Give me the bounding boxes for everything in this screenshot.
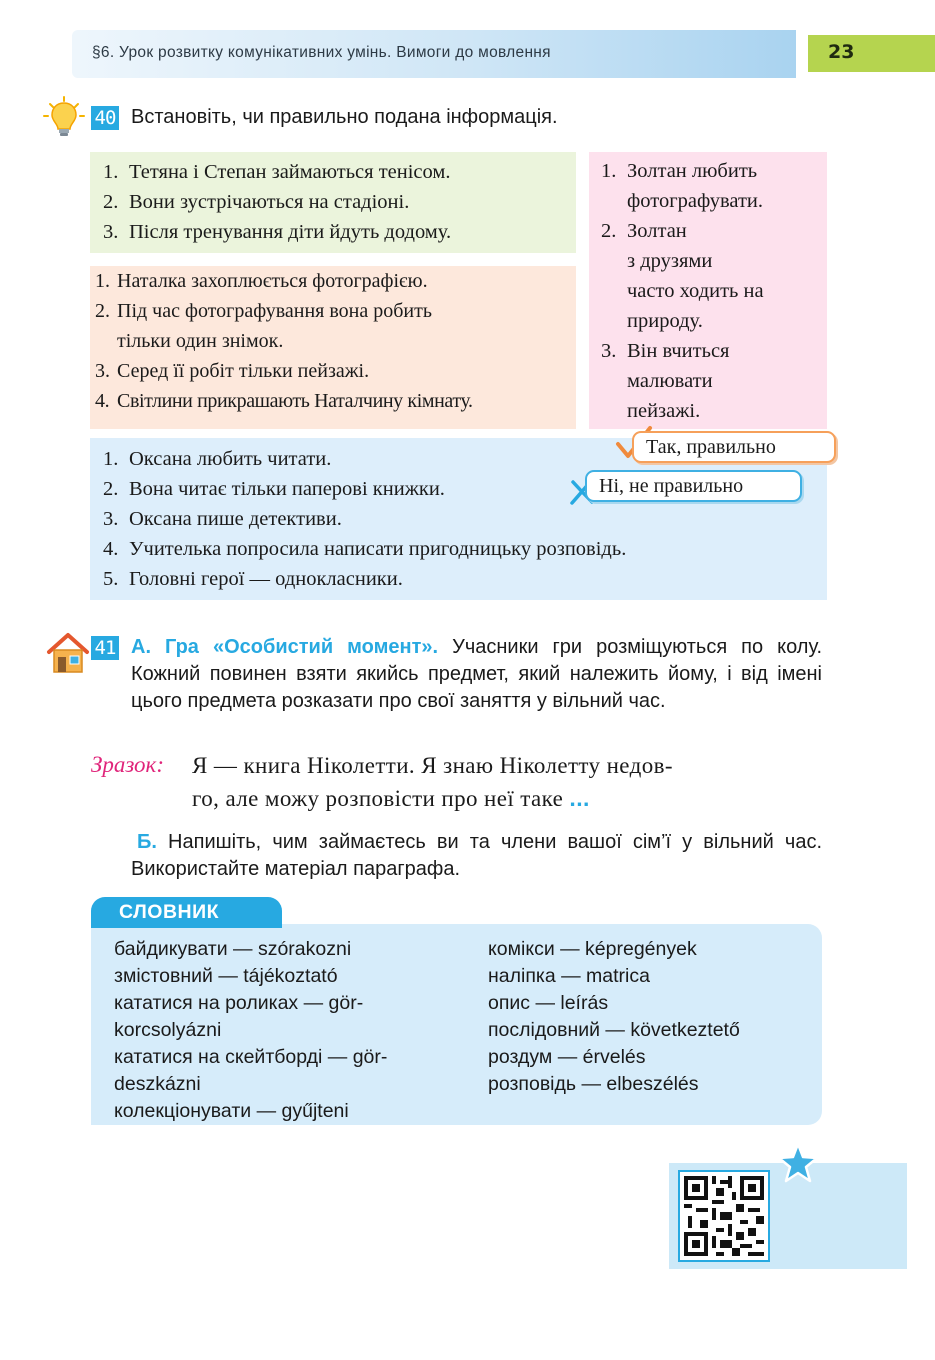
sample-line-1: Я — книга Ніколетти. Я знаю Ніколетту недов- xyxy=(192,753,673,778)
statement-item: 2. Вона читає тільки паперові книжки. xyxy=(103,478,445,500)
exercise-number: 41 xyxy=(91,636,119,660)
sample-label: Зразок: xyxy=(91,752,164,777)
statement-item: 1. Оксана любить читати. xyxy=(103,448,332,470)
dictionary-entry: колекціонувати — gyűjteni xyxy=(114,1100,349,1122)
part-a-paragraph xyxy=(131,634,822,715)
page-number-badge xyxy=(808,35,935,72)
statement-item: 1. Тетяна і Степан займаються тенісом. xyxy=(103,161,451,183)
statement-item: 2. Золтан з друзями часто ходить на природу. xyxy=(601,220,764,332)
statement-item: 3. Після тренування діти йдуть додому. xyxy=(103,221,452,243)
statement-box-pink xyxy=(589,152,827,429)
dictionary-entry: кататися на скейтборді — gör- xyxy=(114,1046,388,1068)
statement-item: 4. Учителька попросила написати пригодницьку розповідь. xyxy=(103,538,627,560)
statement-item: 1. Золтан любить фотографувати. xyxy=(601,160,764,212)
statement-box-green xyxy=(90,152,576,253)
statement-item: 4. Світлини прикрашають Наталчину кімнату. xyxy=(95,390,473,412)
exercise-number: 40 xyxy=(91,106,119,130)
part-a-text: Учасники гри розміщуються по колу. Кожний повинен взяти якийсь предмет, який належить йому, і від імені цього предмета розказати про свої заняття у вільний час. xyxy=(131,636,823,712)
qr-code-icon[interactable] xyxy=(678,1170,770,1262)
dictionary-left-column xyxy=(114,936,387,1125)
dictionary-entry: розповідь — elbeszélés xyxy=(488,1073,699,1095)
dictionary-entry: роздум — érvelés xyxy=(488,1046,646,1068)
statement-item: 3. Серед її робіт тільки пейзажі. xyxy=(95,360,370,382)
part-b-paragraph xyxy=(131,829,822,883)
house-icon xyxy=(46,632,90,674)
statement-item: 2. Вони зустрічаються на стадіоні. xyxy=(103,191,410,213)
answer-no-badge: Ні, не правильно xyxy=(585,470,802,502)
statement-item: 5. Головні герої — однокласники. xyxy=(103,568,403,590)
exercise-instruction: Встановіть, чи правильно подана інформація. xyxy=(131,106,558,128)
dictionary-entry: deszkázni xyxy=(114,1073,201,1095)
dictionary-entry: байдикувати — szórakozni xyxy=(114,938,352,960)
sample-line-2: го, але можу розповісти про неї таке ... xyxy=(192,785,590,811)
dictionary-entry: korcsolyázni xyxy=(114,1019,222,1041)
statement-item: 1. Наталка захоплюється фотографією. xyxy=(95,270,428,292)
chapter-title: §6. Урок розвитку комунікативних умінь. Вимоги до мовлення xyxy=(92,44,551,61)
statement-box-peach xyxy=(90,266,576,429)
sample-ellipsis: ... xyxy=(569,785,590,811)
dictionary-right-column xyxy=(488,936,740,1098)
dictionary-title: СЛОВНИК xyxy=(91,897,282,928)
dictionary-entry: наліпка — matrica xyxy=(488,965,650,987)
dictionary-entry: опис — leírás xyxy=(488,992,609,1014)
page-number: 23 xyxy=(828,41,855,63)
dictionary-entry: комікси — képregények xyxy=(488,938,697,960)
lightbulb-icon xyxy=(42,96,86,138)
answer-yes-badge: Так, правильно xyxy=(632,431,836,463)
dictionary-entry: кататися на роликах — gör- xyxy=(114,992,364,1014)
dictionary-entry: послідовний — következtető xyxy=(488,1019,740,1041)
part-b-label: Б. xyxy=(137,831,157,853)
statement-item: 3. Оксана пише детективи. xyxy=(103,508,342,530)
star-icon xyxy=(776,1141,820,1185)
part-a-label: А. Гра «Особистий момент». xyxy=(131,636,439,658)
statement-item: 2. Під час фотографування вона робить тільки один знімок. xyxy=(95,300,432,352)
dictionary-entry: змістовний — tájékoztató xyxy=(114,965,338,987)
part-b-text: Напишіть, чим займаєтесь ви та члени вашої сім’ї у вільний час. Використайте матеріал параграфа. xyxy=(131,831,822,880)
statement-item: 3. Він вчиться малювати пейзажі. xyxy=(601,340,730,422)
